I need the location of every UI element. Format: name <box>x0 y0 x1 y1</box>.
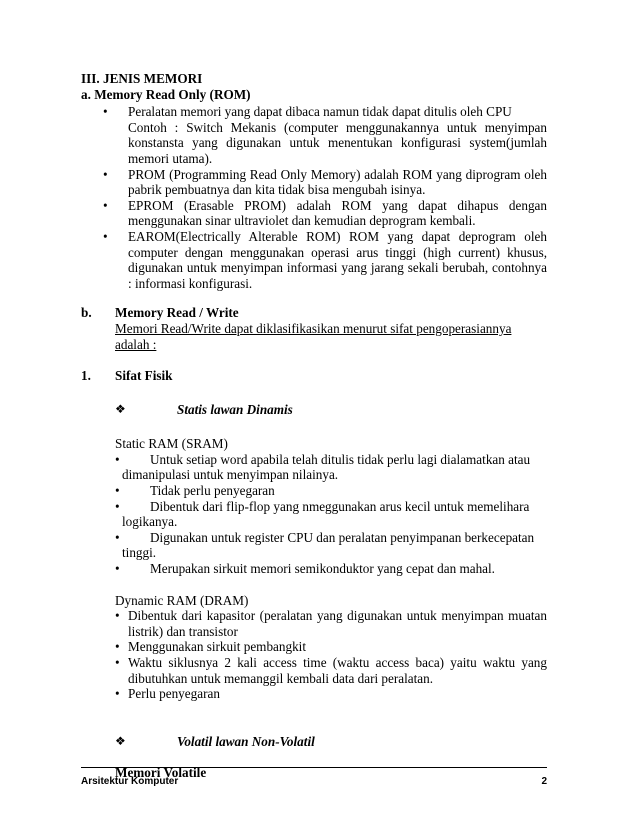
page-content <box>81 71 547 781</box>
sram-item-text: Untuk setiap word apabila telah ditulis tidak perlu lagi dialamatkan atau <box>150 451 531 467</box>
diamond-bullet-icon: ❖ <box>115 733 126 748</box>
sifat-fisik-label: 1. <box>81 368 91 384</box>
bullet-icon: • <box>115 639 120 655</box>
sram-item-text: Digunakan untuk register CPU dan peralatan penyimpanan berkecepatan <box>150 529 535 545</box>
dram-item-text: Waktu siklusnya 2 kali access time (waktu access baca) yaitu waktu yang dibutuhkan untuk memanggil kembali data dari peralatan. <box>128 655 547 686</box>
sram-item <box>115 499 547 530</box>
bullet-icon: • <box>103 228 108 244</box>
sram-item <box>115 530 547 561</box>
bullet-icon: • <box>103 197 108 213</box>
sram-list <box>81 452 547 577</box>
rom-item-3 <box>103 198 547 229</box>
sram-item-text: Merupakan sirkuit memori semikonduktor yang cepat dan mahal. <box>150 561 495 577</box>
footer-divider <box>81 767 547 768</box>
volatil-title: Volatil lawan Non-Volatil <box>177 733 315 749</box>
bullet-icon: • <box>115 529 120 545</box>
rom-item-text: EPROM (Erasable PROM) adalah ROM yang dapat dihapus dengan menggunakan sinar ultraviolet dan kemudian deprogram kembali. <box>128 197 547 229</box>
rom-item-text: Contoh : Switch Mekanis (computer menggunakannya untuk menyimpan konstansta yang digunakan untuk menentukan konfigurasi system(jumlah memori utama). <box>128 119 547 166</box>
section-heading: III. JENIS MEMORI <box>81 71 203 86</box>
section-b-intro: Memori Read/Write dapat diklasifikasikan menurut sifat pengoperasiannya adalah : <box>115 320 512 352</box>
bullet-icon: • <box>115 686 120 702</box>
rom-item-text: PROM (Programming Read Only Memory) adalah ROM yang diprogram oleh pabrik pembuatnya dan kita tidak bisa mengubah isinya. <box>128 166 547 198</box>
sram-item <box>115 452 547 483</box>
dram-list <box>81 608 547 702</box>
sram-item-text: Dibentuk dari flip-flop yang nmeggunakan arus kecil untuk memelihara <box>150 498 530 514</box>
page-footer <box>81 776 547 787</box>
section-b <box>81 305 547 352</box>
sram-item-continuation: tinggi. <box>122 545 157 561</box>
section-b-title: Memory Read / Write <box>115 305 239 321</box>
bullet-icon: • <box>115 483 120 499</box>
rom-list <box>81 104 547 291</box>
sram-item-continuation: dimanipulasi untuk menyimpan nilainya. <box>122 467 339 483</box>
statis-title: Statis lawan Dinamis <box>177 401 293 417</box>
dram-item <box>81 686 547 702</box>
rom-item-2 <box>103 167 547 198</box>
dram-title: Dynamic RAM (DRAM) <box>115 592 249 608</box>
statis-heading <box>81 402 547 418</box>
dram-item-text: Perlu penyegaran <box>128 686 220 702</box>
dram-item <box>81 655 547 686</box>
rom-item-1 <box>103 104 547 166</box>
sram-item <box>115 483 547 499</box>
page-number: 2 <box>541 776 547 787</box>
dram-item-text: Menggunakan sirkuit pembangkit <box>128 639 306 655</box>
section-b-label: b. <box>81 305 92 321</box>
rom-item-4 <box>103 229 547 291</box>
diamond-bullet-icon: ❖ <box>115 401 126 416</box>
footer-title: Arsitektur Komputer <box>81 776 179 787</box>
dram-item <box>81 639 547 655</box>
sifat-fisik-title: Sifat Fisik <box>115 368 173 384</box>
volatil-heading <box>81 734 547 750</box>
bullet-icon: • <box>103 104 108 120</box>
rom-heading: a. Memory Read Only (ROM) <box>81 86 251 102</box>
bullet-icon: • <box>115 561 120 577</box>
dram-item-text: Dibentuk dari kapasitor (peralatan yang digunakan untuk menyimpan muatan listrik) dan transistor <box>128 608 547 639</box>
rom-item-text: Peralatan memori yang dapat dibaca namun tidak dapat ditulis oleh CPU <box>128 104 512 120</box>
bullet-icon: • <box>115 655 120 670</box>
dram-item <box>81 608 547 639</box>
sram-item <box>115 561 547 577</box>
sram-item-continuation: logikanya. <box>122 514 178 530</box>
bullet-icon: • <box>115 498 120 514</box>
rom-item-text: EAROM(Electrically Alterable ROM) ROM yang dapat deprogram oleh computer dengan menggunakan operasi arus tinggi (high current) khusus, digunakan untuk menyimpan informasi yang jarang sekali berubah, contohnya : informasi konfigurasi. <box>128 228 547 291</box>
sram-title: Static RAM (SRAM) <box>115 436 228 452</box>
bullet-icon: • <box>115 608 120 624</box>
memori-volatile-title: Memori Volatile <box>115 765 207 781</box>
bullet-icon: • <box>103 166 108 182</box>
sram-item-text: Tidak perlu penyegaran <box>150 483 275 499</box>
bullet-icon: • <box>115 451 120 467</box>
sifat-fisik-heading <box>81 368 547 384</box>
